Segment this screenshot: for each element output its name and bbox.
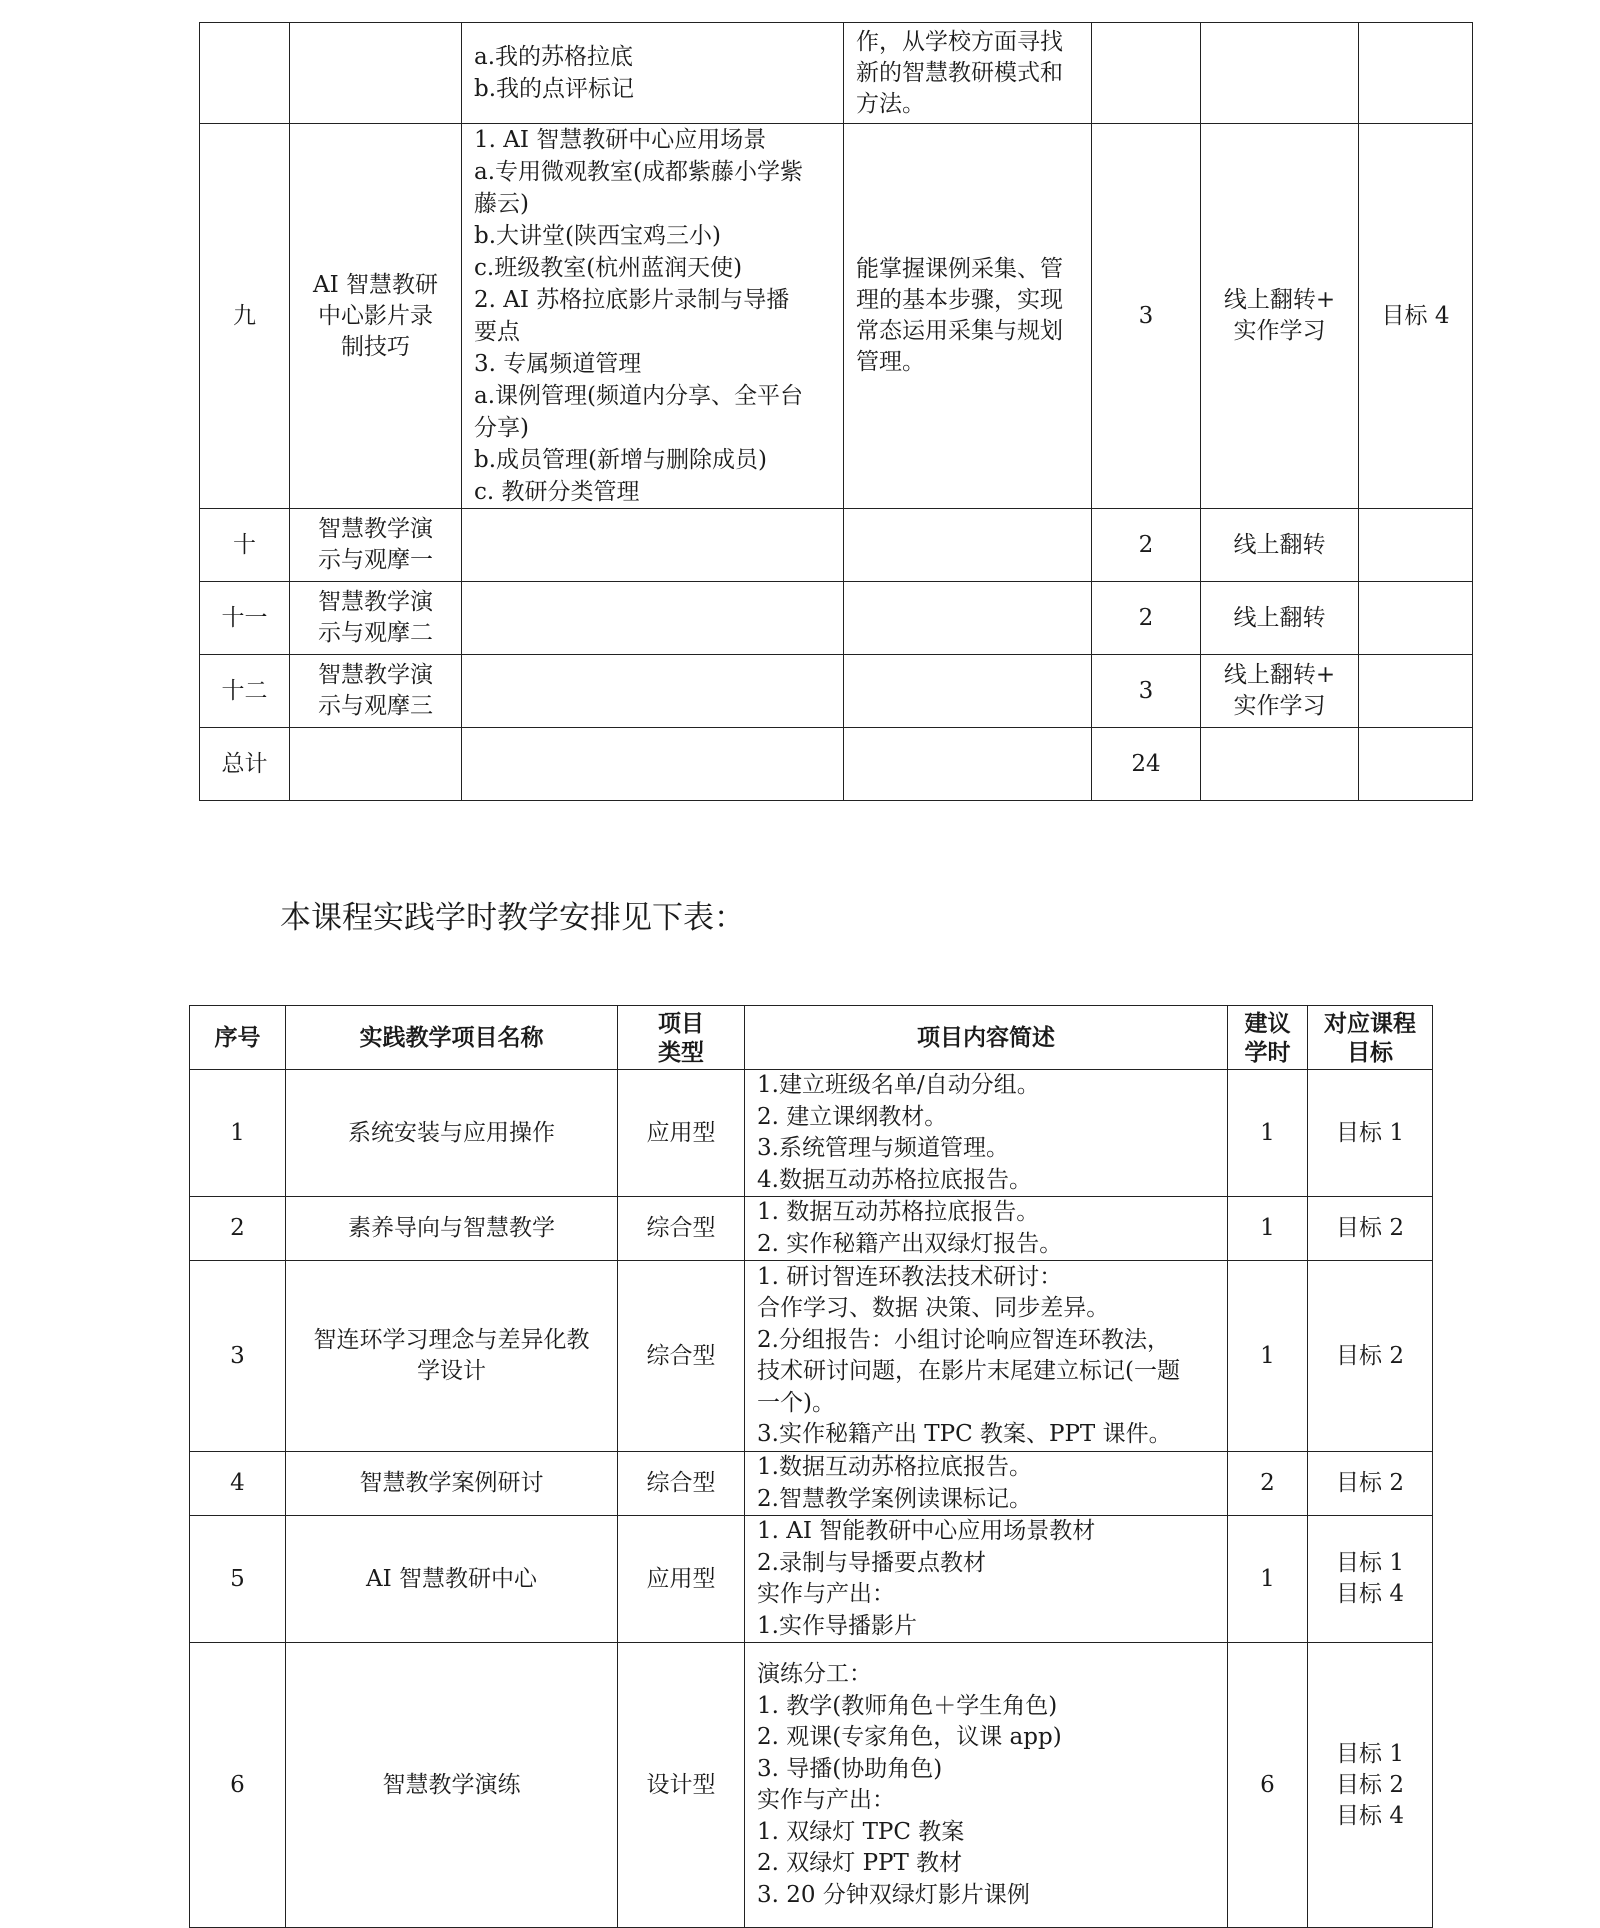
practice-target-line: 目标 2 [1336,1771,1404,1798]
row-target [1359,728,1473,801]
row-goal-text-line: 常态运用采集与规划 [856,318,1063,344]
row-target [1359,582,1473,655]
row-number: 十一 [200,582,290,655]
row-content-line: 3. 专属频道管理 [474,351,642,377]
table-row [190,1261,1433,1452]
row-mode [1201,23,1359,124]
row-content [462,23,844,124]
table-row [200,509,1473,582]
row-content-line: 要点 [474,319,520,345]
row-content-line: a.专用微观教室(成都紫藤小学紫 [474,159,803,185]
row-goal-text-line: 方法。 [856,90,925,117]
practice-desc-line: 实作与产出： [757,1581,895,1607]
row-hours [1092,23,1201,124]
practice-desc-line: 3. 20 分钟双绿灯影片课例 [757,1881,1030,1908]
table-row [200,582,1473,655]
row-mode [1201,124,1359,509]
row-content [462,655,844,728]
row-number [200,23,290,124]
header-desc: 项目内容简述 [745,1006,1228,1070]
row-topic-line: 示与观摩三 [318,693,433,719]
row-content [462,728,844,801]
practice-schedule-body [190,1070,1433,1928]
row-mode [1201,655,1359,728]
row-content-line: a.我的苏格拉底 [474,44,634,70]
practice-name-line: 智慧教学案例研讨 [359,1470,544,1496]
practice-name-line: AI 智慧教研中心 [365,1565,537,1592]
row-target [1359,23,1473,124]
practice-number: 1 [190,1070,286,1197]
row-content-line: 分享) [474,415,529,441]
practice-name-line: 素养导向与智慧教学 [348,1215,555,1241]
practice-number: 4 [190,1452,286,1516]
practice-desc-line: 2.分组报告：小组讨论响应智连环教法， [757,1326,1170,1353]
row-content-line: c.班级教室(杭州蓝润天使) [474,255,743,281]
practice-desc-line: 2. 实作秘籍产出双绿灯报告。 [757,1230,1063,1257]
row-topic [290,124,462,509]
header-target: 对应课程 目标 [1308,1006,1433,1070]
practice-target [1308,1197,1433,1261]
row-topic [290,655,462,728]
table-row [200,655,1473,728]
practice-number: 6 [190,1643,286,1928]
row-target [1359,655,1473,728]
practice-desc [745,1261,1228,1452]
row-mode [1201,582,1359,655]
table-row [190,1516,1433,1643]
practice-name [286,1261,618,1452]
practice-desc-line: 1.实作导播影片 [757,1612,917,1639]
row-mode-line: 实作学习 [1233,318,1326,344]
row-content [462,582,844,655]
row-hours: 3 [1092,124,1201,509]
practice-hours: 1 [1228,1197,1308,1261]
practice-target-line: 目标 4 [1336,1581,1404,1607]
practice-number: 5 [190,1516,286,1643]
row-hours: 2 [1092,509,1201,582]
row-mode-line: 实作学习 [1233,693,1326,719]
practice-desc-line: 3.实作秘籍产出 TPC 教案、PPT 课件。 [757,1421,1172,1447]
row-topic-line: AI 智慧教研 [312,271,438,298]
practice-desc-line: 4.数据互动苏格拉底报告。 [757,1166,1032,1193]
practice-hours: 6 [1228,1643,1308,1928]
row-mode-line: 线上翻转 [1233,531,1326,558]
row-topic [290,728,462,801]
row-goal-text [844,655,1092,728]
row-topic-line: 智慧教学演 [318,516,433,542]
row-goal-text-line: 管理。 [856,349,925,375]
row-mode-line: 线上翻转 [1233,604,1326,631]
row-topic-line: 示与观摩二 [318,620,433,646]
practice-desc-line: 1.数据互动苏格拉底报告。 [757,1454,1032,1480]
practice-desc-line: 2. 双绿灯 PPT 教材 [757,1850,963,1876]
practice-desc [745,1643,1228,1928]
row-content-line: 藤云) [474,191,529,217]
practice-type: 综合型 [618,1197,745,1261]
practice-hours: 2 [1228,1452,1308,1516]
practice-desc-line: 2. 观课(专家角色，议课 app) [757,1724,1062,1750]
practice-target-line: 目标 1 [1336,1119,1404,1146]
row-goal-text [844,509,1092,582]
practice-hours: 1 [1228,1261,1308,1452]
row-hours: 2 [1092,582,1201,655]
practice-desc-line: 3. 导播(协助角色) [757,1755,943,1782]
table-row [200,23,1473,124]
row-number: 总计 [200,728,290,801]
header-num: 序号 [190,1006,286,1070]
row-content [462,509,844,582]
practice-desc-line: 实作与产出： [757,1787,895,1813]
practice-desc-line: 1.建立班级名单/自动分组。 [757,1072,1040,1098]
row-hours: 24 [1092,728,1201,801]
row-content-line: b.我的点评标记 [474,76,635,102]
practice-number: 2 [190,1197,286,1261]
table-row [190,1643,1433,1928]
row-content-line: b.大讲堂(陕西宝鸡三小) [474,223,721,249]
row-topic [290,582,462,655]
row-mode [1201,509,1359,582]
practice-desc-line: 1. 研讨智连环教法技术研讨： [757,1263,1063,1290]
practice-desc-line: 1. 数据互动苏格拉底报告。 [757,1199,1040,1225]
practice-desc-line: 1. AI 智能教研中心应用场景教材 [757,1518,1096,1544]
row-mode-line: 线上翻转+ [1223,662,1336,688]
row-goal-text [844,23,1092,124]
practice-type: 设计型 [618,1643,745,1928]
header-type: 项目 类型 [618,1006,745,1070]
row-topic-line: 中心影片录 [318,302,433,329]
practice-desc-line: 一个)。 [757,1389,835,1416]
practice-desc [745,1516,1228,1643]
practice-schedule-table [189,1005,1433,1928]
table-row [190,1197,1433,1261]
practice-target [1308,1452,1433,1516]
row-goal-text-line: 能掌握课例采集、管 [856,256,1063,282]
row-mode-line: 线上翻转+ [1223,287,1336,313]
practice-hours: 1 [1228,1516,1308,1643]
practice-type: 综合型 [618,1452,745,1516]
practice-name-line: 学设计 [417,1358,486,1384]
practice-desc-line: 2.录制与导播要点教材 [757,1549,986,1576]
practice-desc-line: 1. 教学(教师角色＋学生角色) [757,1692,1058,1719]
practice-name [286,1452,618,1516]
row-target [1359,509,1473,582]
row-content-line: a.课例管理(频道内分享、全平台 [474,383,803,409]
row-topic [290,509,462,582]
header-hours: 建议 学时 [1228,1006,1308,1070]
table-row [190,1452,1433,1516]
practice-desc-line: 合作学习、数据 决策、同步差异。 [757,1295,1110,1321]
practice-name-line: 智慧教学演练 [382,1771,521,1798]
row-number: 十 [200,509,290,582]
practice-target-line: 目标 1 [1336,1740,1404,1767]
table-row [190,1070,1433,1197]
row-goal-text-line: 理的基本步骤，实现 [856,287,1063,313]
table-header-row [190,1006,1433,1070]
practice-type: 应用型 [618,1516,745,1643]
row-goal-text [844,582,1092,655]
practice-number: 3 [190,1261,286,1452]
practice-desc-line: 演练分工： [757,1661,872,1687]
row-topic-line: 示与观摩一 [318,547,433,573]
practice-name [286,1643,618,1928]
practice-type: 综合型 [618,1261,745,1452]
table-row [200,728,1473,801]
course-schedule-body [200,23,1473,801]
row-number: 十二 [200,655,290,728]
practice-name [286,1197,618,1261]
row-content-line: c. 教研分类管理 [474,479,640,505]
table-row [200,124,1473,509]
row-target: 目标 4 [1359,124,1473,509]
practice-desc-line: 2.智慧教学案例读课标记。 [757,1485,1032,1512]
row-mode [1201,728,1359,801]
practice-target-line: 目标 1 [1336,1550,1404,1576]
practice-type: 应用型 [618,1070,745,1197]
row-number: 九 [200,124,290,509]
practice-name [286,1070,618,1197]
course-schedule-table [199,22,1473,801]
practice-desc [745,1452,1228,1516]
practice-target [1308,1070,1433,1197]
practice-name [286,1516,618,1643]
practice-target [1308,1516,1433,1643]
practice-target-line: 目标 4 [1336,1802,1404,1829]
practice-hours: 1 [1228,1070,1308,1197]
practice-desc-line: 技术研讨问题，在影片末尾建立标记(一题 [757,1358,1180,1384]
practice-target-line: 目标 2 [1336,1470,1404,1496]
row-topic-line: 智慧教学演 [318,589,433,615]
row-content-line: 1. AI 智慧教研中心应用场景 [474,127,767,153]
row-goal-text [844,728,1092,801]
row-goal-text-line: 作，从学校方面寻找 [856,28,1063,55]
practice-name-line: 智连环学习理念与差异化教 [313,1327,590,1353]
row-hours: 3 [1092,655,1201,728]
row-topic [290,23,462,124]
practice-desc-line: 1. 双绿灯 TPC 教案 [757,1818,965,1845]
practice-intro-text: 本课程实践学时教学安排见下表： [280,900,745,936]
practice-desc [745,1070,1228,1197]
header-name: 实践教学项目名称 [286,1006,618,1070]
row-content-line: 2. AI 苏格拉底影片录制与导播 [474,287,790,313]
practice-target-line: 目标 2 [1336,1342,1404,1369]
practice-desc-line: 2. 建立课纲教材。 [757,1103,948,1130]
row-goal-text [844,124,1092,509]
row-goal-text-line: 新的智慧教研模式和 [856,59,1063,86]
row-topic-line: 智慧教学演 [318,662,433,688]
row-content-line: b.成员管理(新增与删除成员) [474,447,767,473]
practice-target [1308,1643,1433,1928]
practice-desc-line: 3.系统管理与频道管理。 [757,1135,1009,1161]
row-content [462,124,844,509]
row-topic-line: 制技巧 [341,333,410,360]
practice-target-line: 目标 2 [1336,1215,1404,1241]
practice-target [1308,1261,1433,1452]
practice-name-line: 系统安装与应用操作 [348,1119,555,1146]
practice-desc [745,1197,1228,1261]
